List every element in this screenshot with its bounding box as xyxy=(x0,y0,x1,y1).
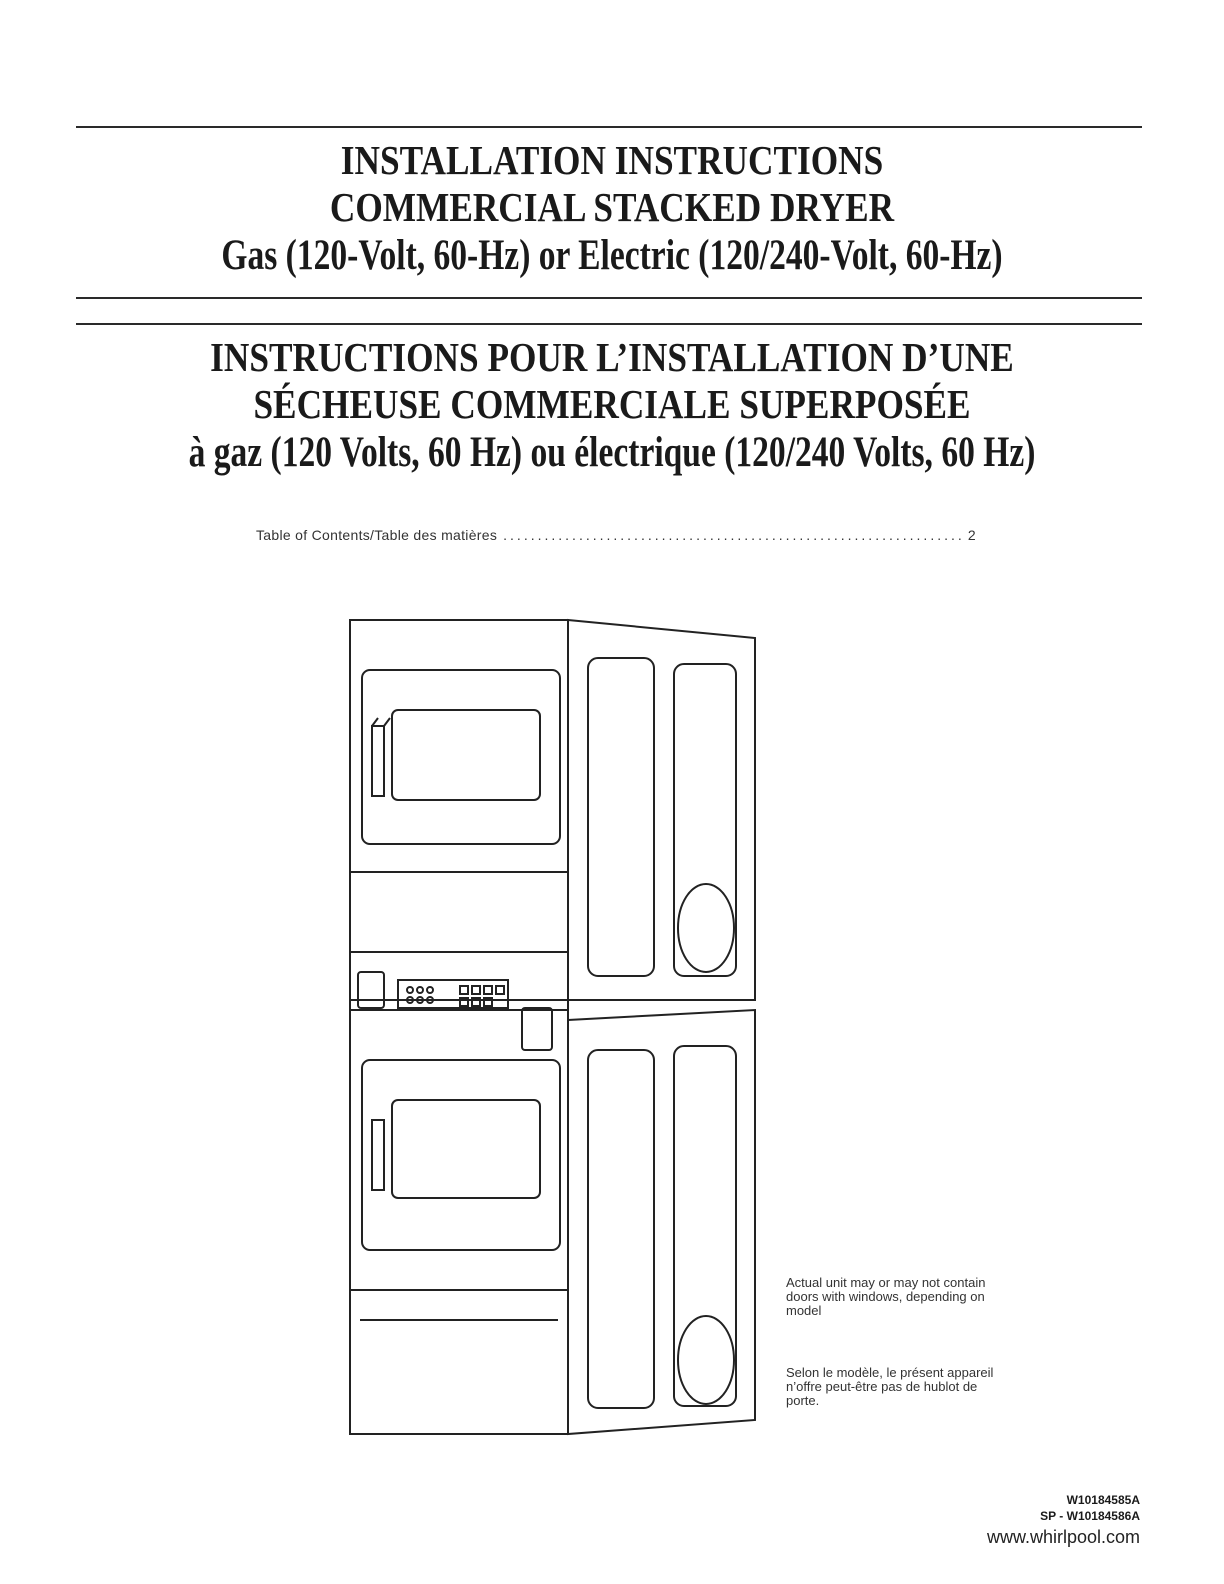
french-note: Selon le modèle, le présent appareil n’offre peut-être pas de hublot de porte. xyxy=(786,1365,994,1408)
upper-vent-opening xyxy=(678,884,734,972)
upper-dryer-front xyxy=(350,620,568,1000)
english-title-block xyxy=(0,137,1224,279)
lower-vent-opening xyxy=(678,1316,734,1404)
english-title-line-3: Gas (120-Volt, 60-Hz) or Electric (120/240-Volt, 60-Hz) xyxy=(221,232,1003,279)
lower-side-panel-right xyxy=(674,1046,736,1406)
lower-dryer-side xyxy=(568,1010,755,1434)
website-link[interactable]: www.whirlpool.com xyxy=(986,1527,1140,1547)
toc-label: Table of Contents/Table des matières xyxy=(256,527,498,543)
french-title-line-2: SÉCHEUSE COMMERCIALE SUPERPOSÉE xyxy=(253,381,971,427)
upper-side-panel-left xyxy=(588,658,654,976)
top-rule xyxy=(76,126,1142,128)
part-number: W10184585A xyxy=(1066,1493,1140,1507)
lower-door-handle xyxy=(372,1120,384,1190)
middle-rule-lower xyxy=(76,323,1142,325)
toc-leader-dots xyxy=(503,527,962,543)
coin-slot-right xyxy=(522,1008,552,1050)
upper-door-window xyxy=(392,710,540,800)
coin-slot-left xyxy=(358,972,384,1008)
lower-dryer-front xyxy=(350,1010,568,1434)
french-title-line-3: à gaz (120 Volts, 60 Hz) ou électrique (120/240 Volts, 60 Hz) xyxy=(188,429,1036,476)
sp-part-number: SP - W10184586A xyxy=(1040,1509,1140,1523)
upper-side-panel-right xyxy=(674,664,736,976)
lower-side-panel-left xyxy=(588,1050,654,1408)
lower-door-window xyxy=(392,1100,540,1198)
english-note: Actual unit may or may not contain doors with windows, depending on model xyxy=(786,1275,986,1318)
part-numbers xyxy=(1040,1492,1140,1524)
french-title-block xyxy=(0,334,1224,476)
upper-dryer-side xyxy=(568,620,755,1000)
table-of-contents-entry[interactable] xyxy=(256,527,976,543)
middle-rule-upper xyxy=(76,297,1142,299)
english-title-line-1: INSTALLATION INSTRUCTIONS xyxy=(340,137,884,183)
toc-page-number: 2 xyxy=(967,527,976,543)
french-title-line-1: INSTRUCTIONS POUR L’INSTALLATION D’UNE xyxy=(210,334,1014,380)
stacked-dryer-illustration xyxy=(330,600,780,1445)
upper-door-handle xyxy=(372,718,390,796)
english-title-line-2: COMMERCIAL STACKED DRYER xyxy=(329,184,895,230)
